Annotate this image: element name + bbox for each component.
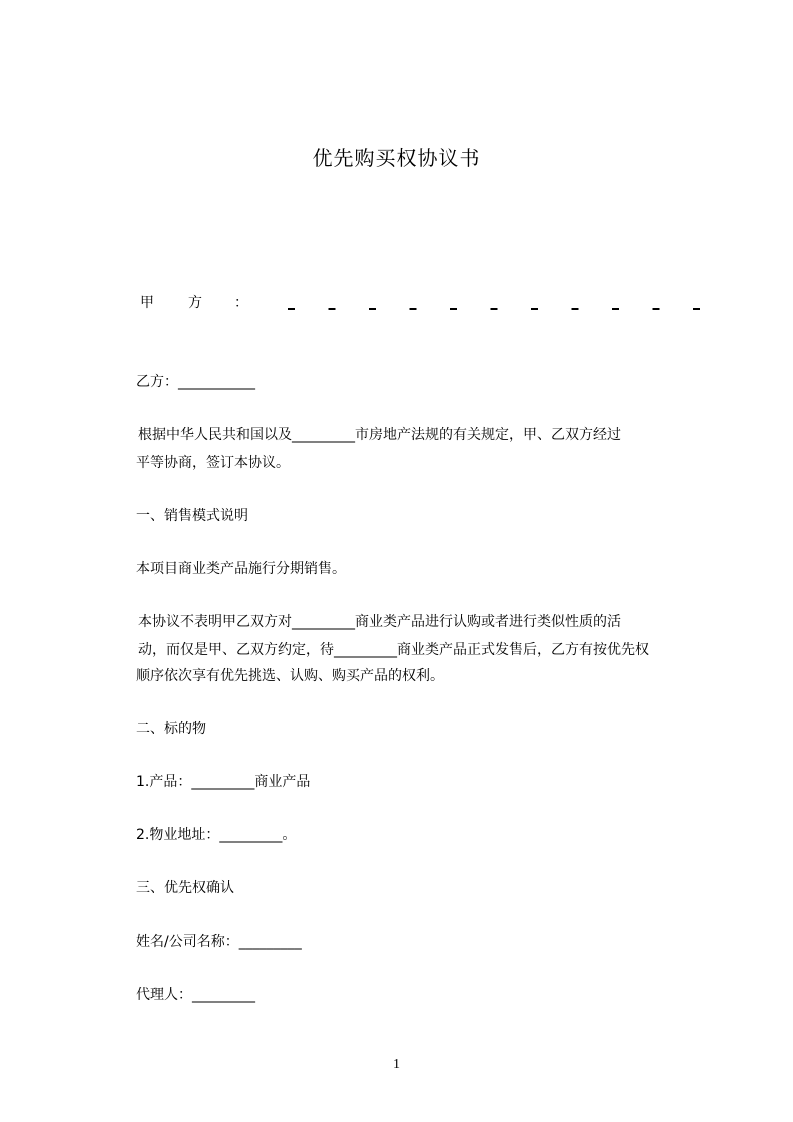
section-1-paragraph-2-line-2: 动，而仅是甲、乙双方约定，待_________商业类产品正式发售后，乙方有按优先权 bbox=[138, 642, 649, 658]
party-a-char-jia: 甲 bbox=[140, 295, 154, 311]
section-3-heading: 三、优先权确认 bbox=[136, 880, 234, 896]
intro-line-2: 平等协商，签订本协议。 bbox=[136, 455, 290, 471]
item-product: 1.产品：_________商业产品 bbox=[136, 774, 311, 790]
name-company-line: 姓名/公司名称：_________ bbox=[136, 934, 302, 950]
party-a-blank bbox=[288, 308, 702, 310]
party-b-line: 乙方：___________ bbox=[136, 374, 255, 390]
section-1-heading: 一、销售模式说明 bbox=[136, 508, 248, 524]
party-a-colon: ： bbox=[234, 295, 248, 311]
party-a-line bbox=[136, 292, 702, 316]
section-2-heading: 二、标的物 bbox=[136, 721, 206, 737]
section-1-paragraph-1: 本项目商业类产品施行分期销售。 bbox=[136, 561, 346, 577]
party-a-char-fang: 方 bbox=[188, 295, 202, 311]
document-title: 优先购买权协议书 bbox=[312, 146, 481, 170]
agent-line: 代理人：_________ bbox=[136, 987, 255, 1003]
page-number: 1 bbox=[393, 1057, 400, 1072]
section-1-paragraph-2-line-1: 本协议不表明甲乙双方对_________商业类产品进行认购或者进行类似性质的活 bbox=[138, 614, 621, 630]
intro-line-1: 根据中华人民共和国以及_________市房地产法规的有关规定，甲、乙双方经过 bbox=[138, 427, 621, 443]
item-property-address: 2.物业地址：_________。 bbox=[136, 827, 297, 843]
section-1-paragraph-2-line-3: 顺序依次享有优先挑选、认购、购买产品的权利。 bbox=[136, 668, 444, 684]
